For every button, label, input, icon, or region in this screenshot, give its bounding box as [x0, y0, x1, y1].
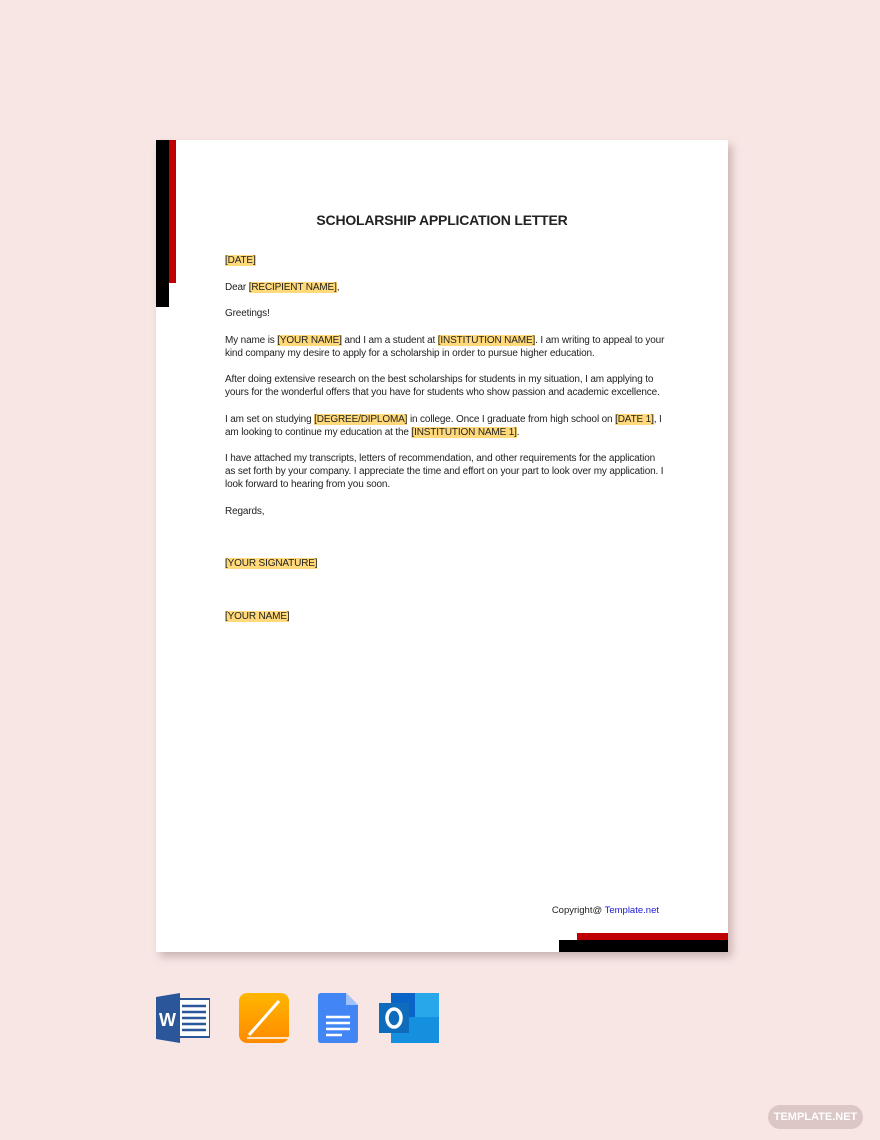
letter-text: , — [336, 281, 340, 293]
placeholder-field[interactable]: [YOUR NAME] — [277, 334, 342, 346]
svg-text:W: W — [159, 1010, 176, 1030]
letter-text: After doing extensive research on the best scholarships for students in my situation, I am applying to yours for the wonderful offers that you have for students who show passion and academic excellence. — [225, 374, 660, 398]
spacer — [225, 584, 665, 610]
letter-paragraph — [225, 452, 665, 491]
letter-title: SCHOLARSHIP APPLICATION LETTER — [316, 212, 568, 228]
placeholder-field[interactable]: [YOUR NAME] — [225, 610, 290, 622]
letter-page — [156, 140, 728, 952]
copyright — [552, 905, 659, 916]
placeholder-field[interactable]: [DATE 1] — [615, 413, 654, 425]
bottom-red-bar — [577, 933, 728, 940]
placeholder-field[interactable]: [INSTITUTION NAME] — [437, 334, 536, 346]
spacer — [225, 531, 665, 557]
letter-text: Greetings! — [225, 308, 270, 319]
copyright-label: Copyright@ — [551, 905, 605, 916]
letter-text: I am set on studying — [225, 413, 315, 425]
letter-paragraph — [225, 281, 665, 294]
template-net-badge[interactable]: TEMPLATE.NET — [768, 1105, 863, 1129]
letter-text: My name is — [225, 334, 278, 346]
placeholder-field[interactable]: [INSTITUTION NAME 1] — [411, 426, 517, 438]
bottom-black-bar — [559, 940, 728, 952]
letter-paragraph — [225, 334, 665, 360]
letter-paragraph — [225, 413, 665, 439]
placeholder-field[interactable]: [YOUR SIGNATURE] — [225, 558, 318, 569]
letter-paragraph — [225, 610, 665, 623]
letter-text: , I am looking to continue my education at the — [225, 413, 662, 438]
word-icon[interactable] — [156, 993, 210, 1043]
letter-paragraph — [225, 505, 665, 518]
pages-icon[interactable] — [239, 993, 289, 1043]
letter-text: . — [516, 426, 520, 438]
letter-text: I have attached my transcripts, letters of recommendation, and other requirements for the application as set forth by your company. I appreciate the time and effort on your part to look over my application. I look forward to hearing from you soon. — [225, 453, 664, 490]
letter-text: in college. Once I graduate from high school on — [407, 413, 616, 425]
letter-paragraph — [225, 373, 665, 399]
letter-paragraph — [225, 307, 665, 320]
letter-text: Regards, — [225, 505, 265, 517]
letter-paragraph — [225, 254, 665, 267]
letter-paragraph — [225, 557, 665, 570]
placeholder-field[interactable]: [DEGREE/DIPLOMA] — [314, 413, 408, 425]
google-docs-icon[interactable] — [318, 993, 358, 1043]
template-link[interactable]: Template.net — [604, 905, 659, 916]
placeholder-field[interactable]: [RECIPIENT NAME] — [248, 281, 337, 293]
letter-text: and I am a student at — [341, 334, 438, 346]
placeholder-field[interactable]: [DATE] — [225, 255, 256, 266]
outlook-icon[interactable] — [379, 993, 439, 1043]
letter-text: Dear — [225, 281, 249, 293]
letter-body — [225, 254, 665, 636]
letter-text: . I am writing to appeal to your kind company my desire to apply for a scholarship in order to pursue higher education. — [225, 334, 665, 359]
